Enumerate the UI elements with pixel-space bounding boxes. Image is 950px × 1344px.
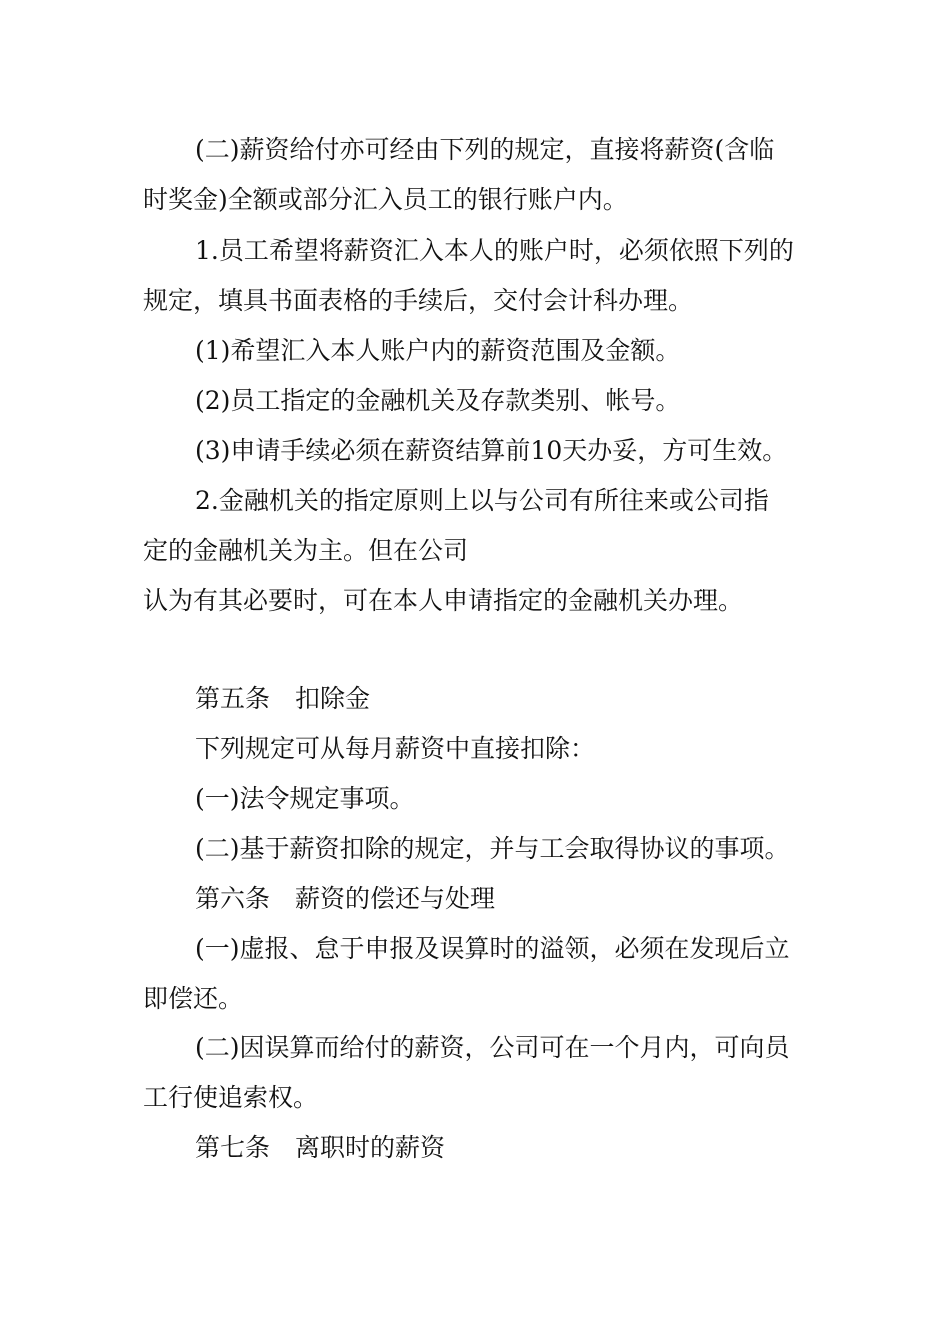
paragraph-line: 时奖金)全额或部分汇入员工的银行账户内。 (143, 185, 628, 214)
paragraph-line: 定的金融机关为主。但在公司 (143, 536, 469, 565)
list-item: (2)员工指定的金融机关及存款类别、帐号。 (195, 386, 681, 415)
list-item: (二)基于薪资扣除的规定，并与工会取得协议的事项。 (195, 834, 790, 863)
paragraph-line: (二)因误算而给付的薪资，公司可在一个月内，可向员 (195, 1033, 790, 1062)
article-heading: 第五条 扣除金 (195, 684, 371, 713)
paragraph-line: 认为有其必要时，可在本人申请指定的金融机关办理。 (143, 586, 744, 615)
list-item: (一)法令规定事项。 (195, 784, 415, 813)
paragraph-line: 规定，填具书面表格的手续后，交付会计科办理。 (143, 286, 694, 315)
article-heading: 第六条 薪资的偿还与处理 (195, 884, 496, 913)
paragraph-line: (一)虚报、怠于申报及误算时的溢领，必须在发现后立 (195, 934, 790, 963)
paragraph-line: 1.员工希望将薪资汇入本人的账户时，必须依照下列的 (195, 236, 794, 265)
paragraph-line: 2.金融机关的指定原则上以与公司有所往来或公司指 (195, 486, 769, 515)
paragraph-line: 工行使追索权。 (143, 1083, 319, 1112)
list-item: (1)希望汇入本人账户内的薪资范围及金额。 (195, 336, 681, 365)
paragraph-line: 即偿还。 (143, 984, 244, 1013)
paragraph-line: 下列规定可从每月薪资中直接扣除： (195, 734, 596, 763)
list-item: (3)申请手续必须在薪资结算前10天办妥，方可生效。 (195, 436, 788, 465)
paragraph-line: (二)薪资给付亦可经由下列的规定，直接将薪资(含临 (195, 135, 775, 164)
article-heading: 第七条 离职时的薪资 (195, 1133, 446, 1162)
